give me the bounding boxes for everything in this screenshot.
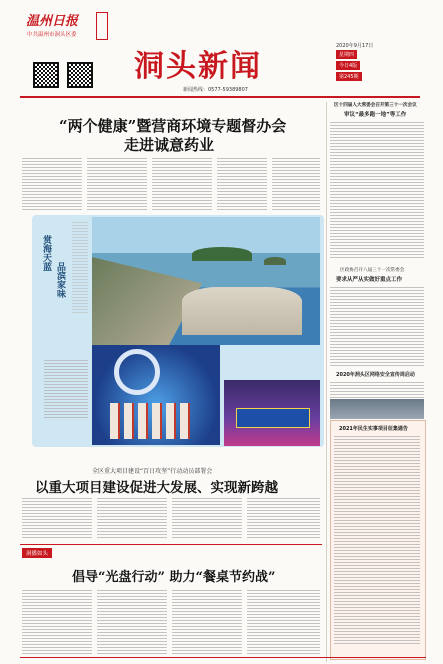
newspaper-logo: 温州日报 [26,14,79,29]
lead-body-column [217,158,267,212]
logo-badge-icon [96,12,108,40]
third-body-column [22,590,92,654]
sidebar-item1-body [330,122,424,259]
lead-body-column [272,158,320,212]
sidebar-item1-title: 区十四届人大常委会召开第三十一次会议 [334,103,417,108]
event-stage-photo [92,345,220,445]
lead-headline-2: 走进诚意药业 [124,136,215,154]
rock-shape [264,257,286,265]
date-box [336,42,388,88]
sidebar [330,102,426,662]
section-divider [20,544,322,545]
second-body-column [22,498,92,540]
sidebar-item4-body [334,436,420,646]
celebration-photo [224,380,320,446]
lead-body-column [22,158,82,212]
second-body-column [97,498,167,540]
second-kicker: 全区重大项目建设“百日攻坚”行动动员部署会 [92,468,213,475]
stage-numeral [114,349,160,395]
second-body-column [247,498,320,540]
third-body-column [97,590,167,654]
issue-date: 2020年9月17日 [336,43,374,49]
column-divider [326,102,327,662]
party-line: 中共温州市洞头区委 [27,32,77,38]
feature-poem-1: 赏海天蓝 [41,235,51,271]
sidebar-item2-title: 区政协召开八届三十一次常委会 [340,268,405,273]
third-body-column [172,590,242,654]
third-headline: 倡导“光盘行动” 助力“餐桌节约战” [72,570,276,585]
feature-side-caption [72,222,88,314]
masthead [0,0,443,93]
third-body-column [247,590,320,654]
feature-main-photo [92,217,320,345]
weekday-badge: 星期四 [336,50,357,59]
column-tag: 洞播如头 [22,548,52,558]
page-count: 今日4版 [336,61,360,70]
footer-rule [20,657,426,658]
sidebar-photo [330,399,424,419]
masthead-rule [20,96,420,98]
lead-body-column [87,158,147,212]
feature-caption-text [44,360,88,420]
performer-row [110,403,190,439]
lead-headline-1: “两个健康”暨营商环境专题督办会 [59,117,287,135]
news-hotline: 新闻热线：0577-59389807 [183,87,248,93]
stage-banner [236,408,310,428]
sidebar-item4-title: 2021年民生实事项目征集通告 [339,426,408,432]
sidebar-item2-body [330,287,424,367]
lead-body-column [152,158,212,212]
qr-code-icon [67,62,93,88]
issue-number: 第245期 [336,72,362,81]
second-body-column [172,498,242,540]
feature-poem-2: 品滨家味 [55,262,65,298]
sidebar-item1-subtitle: 审议“最多跑一地”等工作 [344,112,407,118]
island-shape [192,247,252,261]
sidebar-item3-title: 2020年洞头区网络安全宣传周启动 [336,372,415,378]
qr-code-icon [33,62,59,88]
page-title: 洞头新闻 [134,49,262,84]
stage-area [182,287,302,335]
sidebar-notice-box [330,420,426,660]
second-headline: 以重大项目建设促进大发展、实现新跨越 [35,480,278,496]
sidebar-item2-subtitle: 要求从严从实做好重点工作 [336,277,403,283]
